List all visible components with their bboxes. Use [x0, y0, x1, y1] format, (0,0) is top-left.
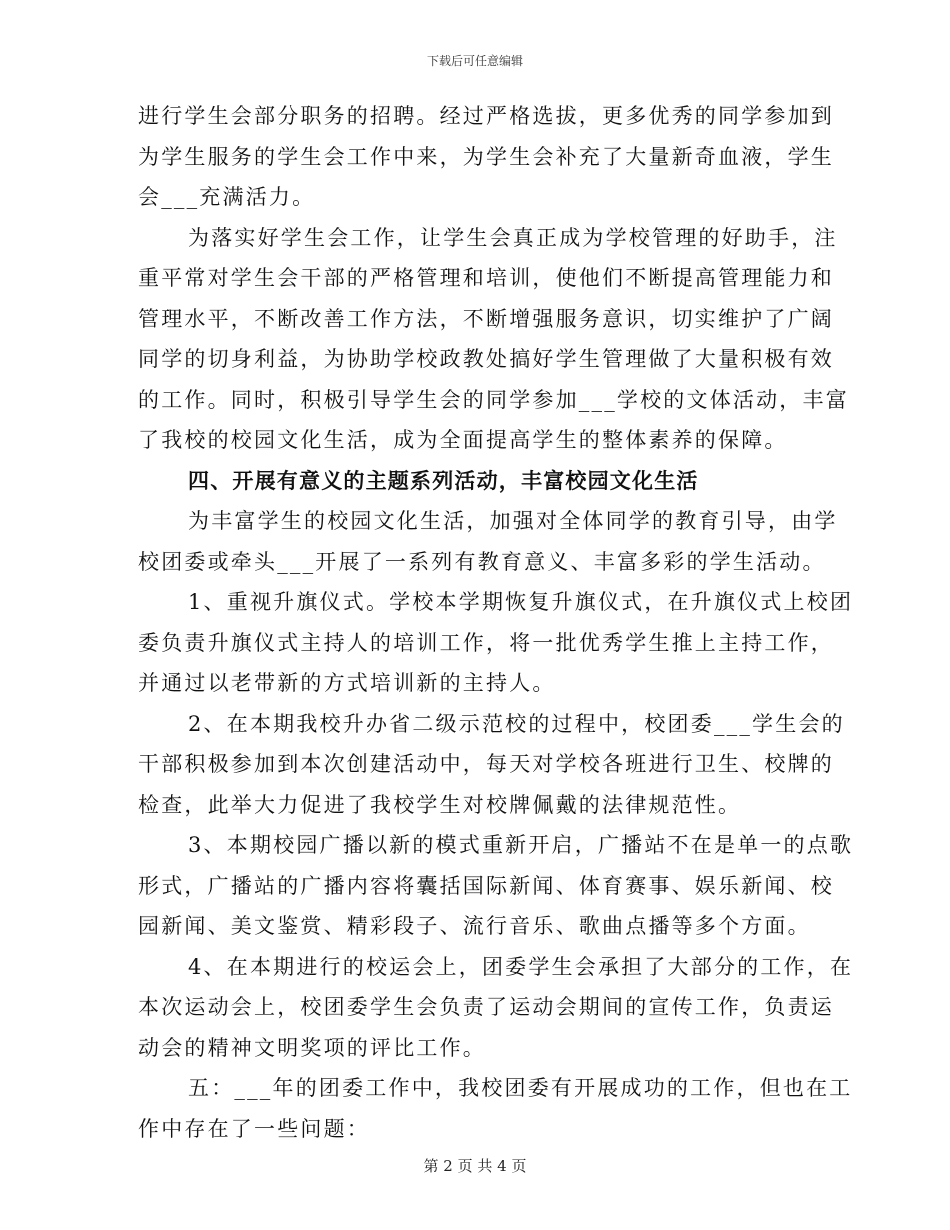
- text-line: 为学生服务的学生会工作中来，为学生会补充了大量新奇血液，学生: [138, 144, 834, 169]
- text-line: 作中存在了一些问题：: [138, 1116, 370, 1141]
- text-line: 形式，广播站的广播内容将囊括国际新闻、体育赛事、娱乐新闻、校: [138, 873, 834, 898]
- text-line: 检查，此举大力促进了我校学生对校牌佩戴的法律规范性。: [138, 792, 742, 817]
- text-line: 本次运动会上，校团委学生会负责了运动会期间的宣传工作，负责运: [138, 995, 834, 1019]
- text-line: 4、在本期进行的校运会上，团委学生会承担了大部分的工作，在: [188, 954, 854, 979]
- text-line: 校团委或牵头___开展了一系列有教育意义、丰富多彩的学生活动。: [138, 549, 826, 574]
- text-line: 了我校的校园文化生活，成为全面提高学生的整体素养的保障。: [138, 428, 788, 452]
- text-line: 2、在本期我校升办省二级示范校的过程中，校团委___学生会的: [188, 711, 845, 736]
- text-line: 五：___年的团委工作中，我校团委有开展成功的工作，但也在工: [188, 1076, 853, 1100]
- text-line: 会___充满活力。: [138, 185, 316, 209]
- text-line: 进行学生会部分职务的招聘。经过严格选拔，更多优秀的同学参加到: [138, 104, 834, 128]
- section-heading: 四、开展有意义的主题系列活动，丰富校园文化生活: [188, 467, 699, 493]
- text-line: 3、本期校园广播以新的模式重新开启，广播站不在是单一的点歌: [188, 833, 854, 857]
- text-line: 为落实好学生会工作，让学生会真正成为学校管理的好助手，注: [188, 225, 838, 250]
- text-line: 同学的切身利益，为协助学校政教处搞好学生管理做了大量积极有效: [138, 347, 834, 371]
- text-line: 园新闻、美文鉴赏、精彩段子、流行音乐、歌曲点播等多个方面。: [138, 914, 811, 938]
- text-line: 并通过以老带新的方式培训新的主持人。: [138, 671, 556, 695]
- text-line: 的工作。同时，积极引导学生会的同学参加___学校的文体活动，丰富: [138, 387, 849, 412]
- text-line: 干部积极参加到本次创建活动中，每天对学校各班进行卫生、校牌的: [138, 752, 834, 776]
- text-line: 1、重视升旗仪式。学校本学期恢复升旗仪式，在升旗仪式上校团: [188, 590, 854, 614]
- document-body: [138, 104, 854, 1158]
- page-header: 下载后可任意编辑: [426, 54, 523, 68]
- text-line: 重平常对学生会干部的严格管理和培训，使他们不断提高管理能力和: [138, 266, 834, 290]
- page-footer: 第 2 页 共 4 页: [423, 1157, 527, 1175]
- text-line: 委负责升旗仪式主持人的培训工作，将一批优秀学生推上主持工作，: [138, 630, 834, 655]
- text-line: 管理水平，不断改善工作方法，不断增强服务意识，切实维护了广阔: [138, 306, 834, 331]
- text-line: 为丰富学生的校园文化生活，加强对全体同学的教育引导，由学: [188, 509, 838, 533]
- text-line: 动会的精神文明奖项的评比工作。: [138, 1035, 486, 1060]
